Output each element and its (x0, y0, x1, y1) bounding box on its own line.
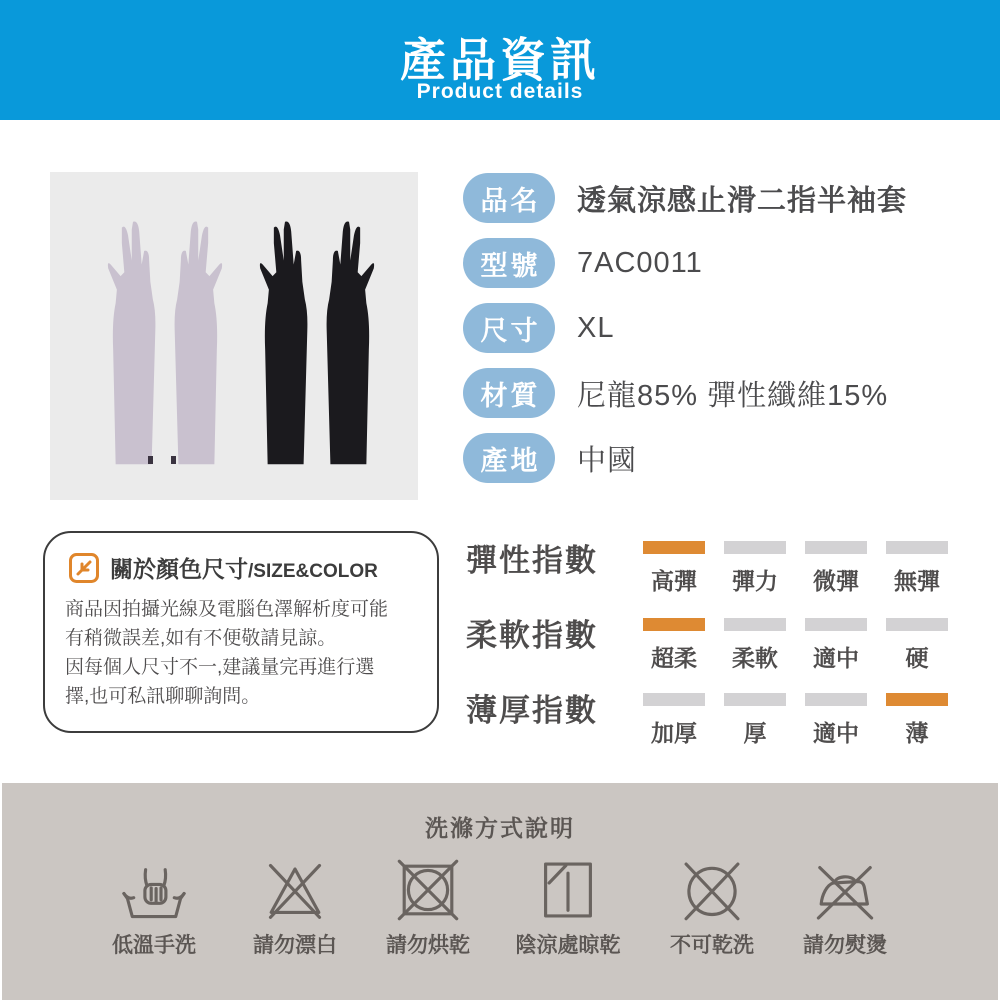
scale-bar (643, 693, 705, 706)
scale-bar (643, 618, 705, 631)
scale-cell (886, 618, 948, 673)
spec-value: 透氣涼感止滑二指半袖套 (577, 184, 908, 217)
size-color-note-box (43, 531, 439, 733)
wash-label: 低溫手洗 (112, 934, 196, 957)
index-scale-softness (643, 618, 967, 673)
spec-label-pill: 產地 (463, 433, 555, 483)
spec-label-pill: 型號 (463, 238, 555, 288)
no-iron-icon (810, 855, 880, 925)
scale-label: 厚 (743, 720, 767, 746)
scale-bar (805, 541, 867, 554)
scale-cell (805, 618, 867, 673)
scale-label: 微彈 (813, 568, 859, 594)
scale-bar (643, 541, 705, 554)
scale-label: 硬 (905, 645, 929, 671)
spec-label-pill: 尺寸 (463, 303, 555, 353)
spec-row-model (463, 238, 703, 288)
spec-row-origin (463, 433, 637, 483)
spec-value: 尼龍85% 彈性纖維15% (577, 379, 889, 412)
product-photo (50, 172, 418, 500)
note-line: 因每個人尺寸不一,建議量完再進行選 (65, 657, 375, 678)
scale-cell (643, 693, 705, 748)
note-title-zh: 關於顏色尺寸 (110, 556, 248, 582)
no-dry-clean-icon (677, 855, 747, 925)
wash-label: 陰涼處晾乾 (515, 934, 621, 957)
washing-section (2, 783, 998, 1000)
page-subtitle: Product details (416, 80, 584, 103)
spec-label-pill: 品名 (463, 173, 555, 223)
scale-label: 加厚 (651, 720, 697, 746)
shade-dry-icon (533, 855, 603, 925)
glove-tag (148, 456, 153, 464)
glove-tag (171, 456, 176, 464)
wash-item-no-dry-clean (637, 855, 787, 959)
scale-label: 柔軟 (732, 645, 778, 671)
scale-cell (805, 541, 867, 596)
wash-item-shade-dry (493, 855, 643, 959)
scale-bar (886, 693, 948, 706)
wash-label: 請勿熨燙 (803, 934, 887, 957)
index-scale-elasticity (643, 541, 967, 596)
glove-black-left (260, 221, 308, 464)
spec-row-material (463, 368, 888, 418)
scale-label: 適中 (813, 720, 859, 746)
scale-bar (886, 618, 948, 631)
spec-value: 中國 (577, 444, 638, 477)
gloves-illustration (50, 172, 418, 500)
index-title-thickness: 薄厚指數 (466, 693, 598, 728)
index-scale-thickness (643, 693, 967, 748)
wash-label: 請勿烘乾 (386, 934, 470, 957)
note-line: 擇,也可私訊聊聊詢問。 (65, 686, 261, 707)
scale-cell (643, 541, 705, 596)
glove-lavender-right (175, 221, 223, 464)
no-tumble-dry-icon (393, 855, 463, 925)
glove-black-right (327, 221, 375, 464)
wash-label: 不可乾洗 (670, 934, 754, 957)
scale-bar (805, 693, 867, 706)
washing-title: 洗滌方式說明 (425, 815, 575, 841)
note-line: 有稍微誤差,如有不便敬請見諒。 (65, 628, 337, 649)
scale-label: 適中 (813, 645, 859, 671)
scale-bar (724, 541, 786, 554)
spec-value: 7AC0011 (577, 246, 703, 279)
page-title: 產品資訊 (400, 34, 600, 86)
scale-cell (724, 541, 786, 596)
spec-row-name (463, 173, 907, 223)
no-bleach-icon (260, 855, 330, 925)
index-title-elasticity: 彈性指數 (466, 543, 598, 578)
scale-label: 無彈 (894, 568, 940, 594)
index-title-softness: 柔軟指數 (466, 618, 598, 653)
scale-bar (724, 618, 786, 631)
scale-bar (724, 693, 786, 706)
note-body (65, 595, 421, 711)
scale-cell (724, 618, 786, 673)
scale-cell (643, 618, 705, 673)
wash-item-no-iron (770, 855, 920, 959)
scale-bar (805, 618, 867, 631)
scale-label: 高彈 (651, 568, 697, 594)
scale-cell (805, 693, 867, 748)
spec-label-pill: 材質 (463, 368, 555, 418)
note-line: 商品因拍攝光線及電腦色澤解析度可能 (65, 599, 389, 620)
page-header (0, 0, 1000, 120)
scale-label: 薄 (905, 720, 929, 746)
note-title-en: /SIZE&COLOR (248, 561, 378, 582)
shrink-arrows-icon (68, 552, 100, 584)
scale-cell (886, 541, 948, 596)
spec-value: XL (577, 311, 615, 344)
wash-item-hand-wash (79, 855, 229, 959)
scale-cell (886, 693, 948, 748)
wash-label: 請勿漂白 (253, 934, 337, 957)
wash-item-no-tumble-dry (353, 855, 503, 959)
scale-cell (724, 693, 786, 748)
scale-label: 超柔 (651, 645, 697, 671)
wash-item-no-bleach (220, 855, 370, 959)
spec-row-size (463, 303, 614, 353)
hand-wash-icon (119, 855, 189, 925)
note-header (68, 551, 378, 584)
glove-lavender-left (108, 221, 156, 464)
scale-label: 彈力 (732, 568, 778, 594)
scale-bar (886, 541, 948, 554)
note-title (110, 551, 378, 584)
